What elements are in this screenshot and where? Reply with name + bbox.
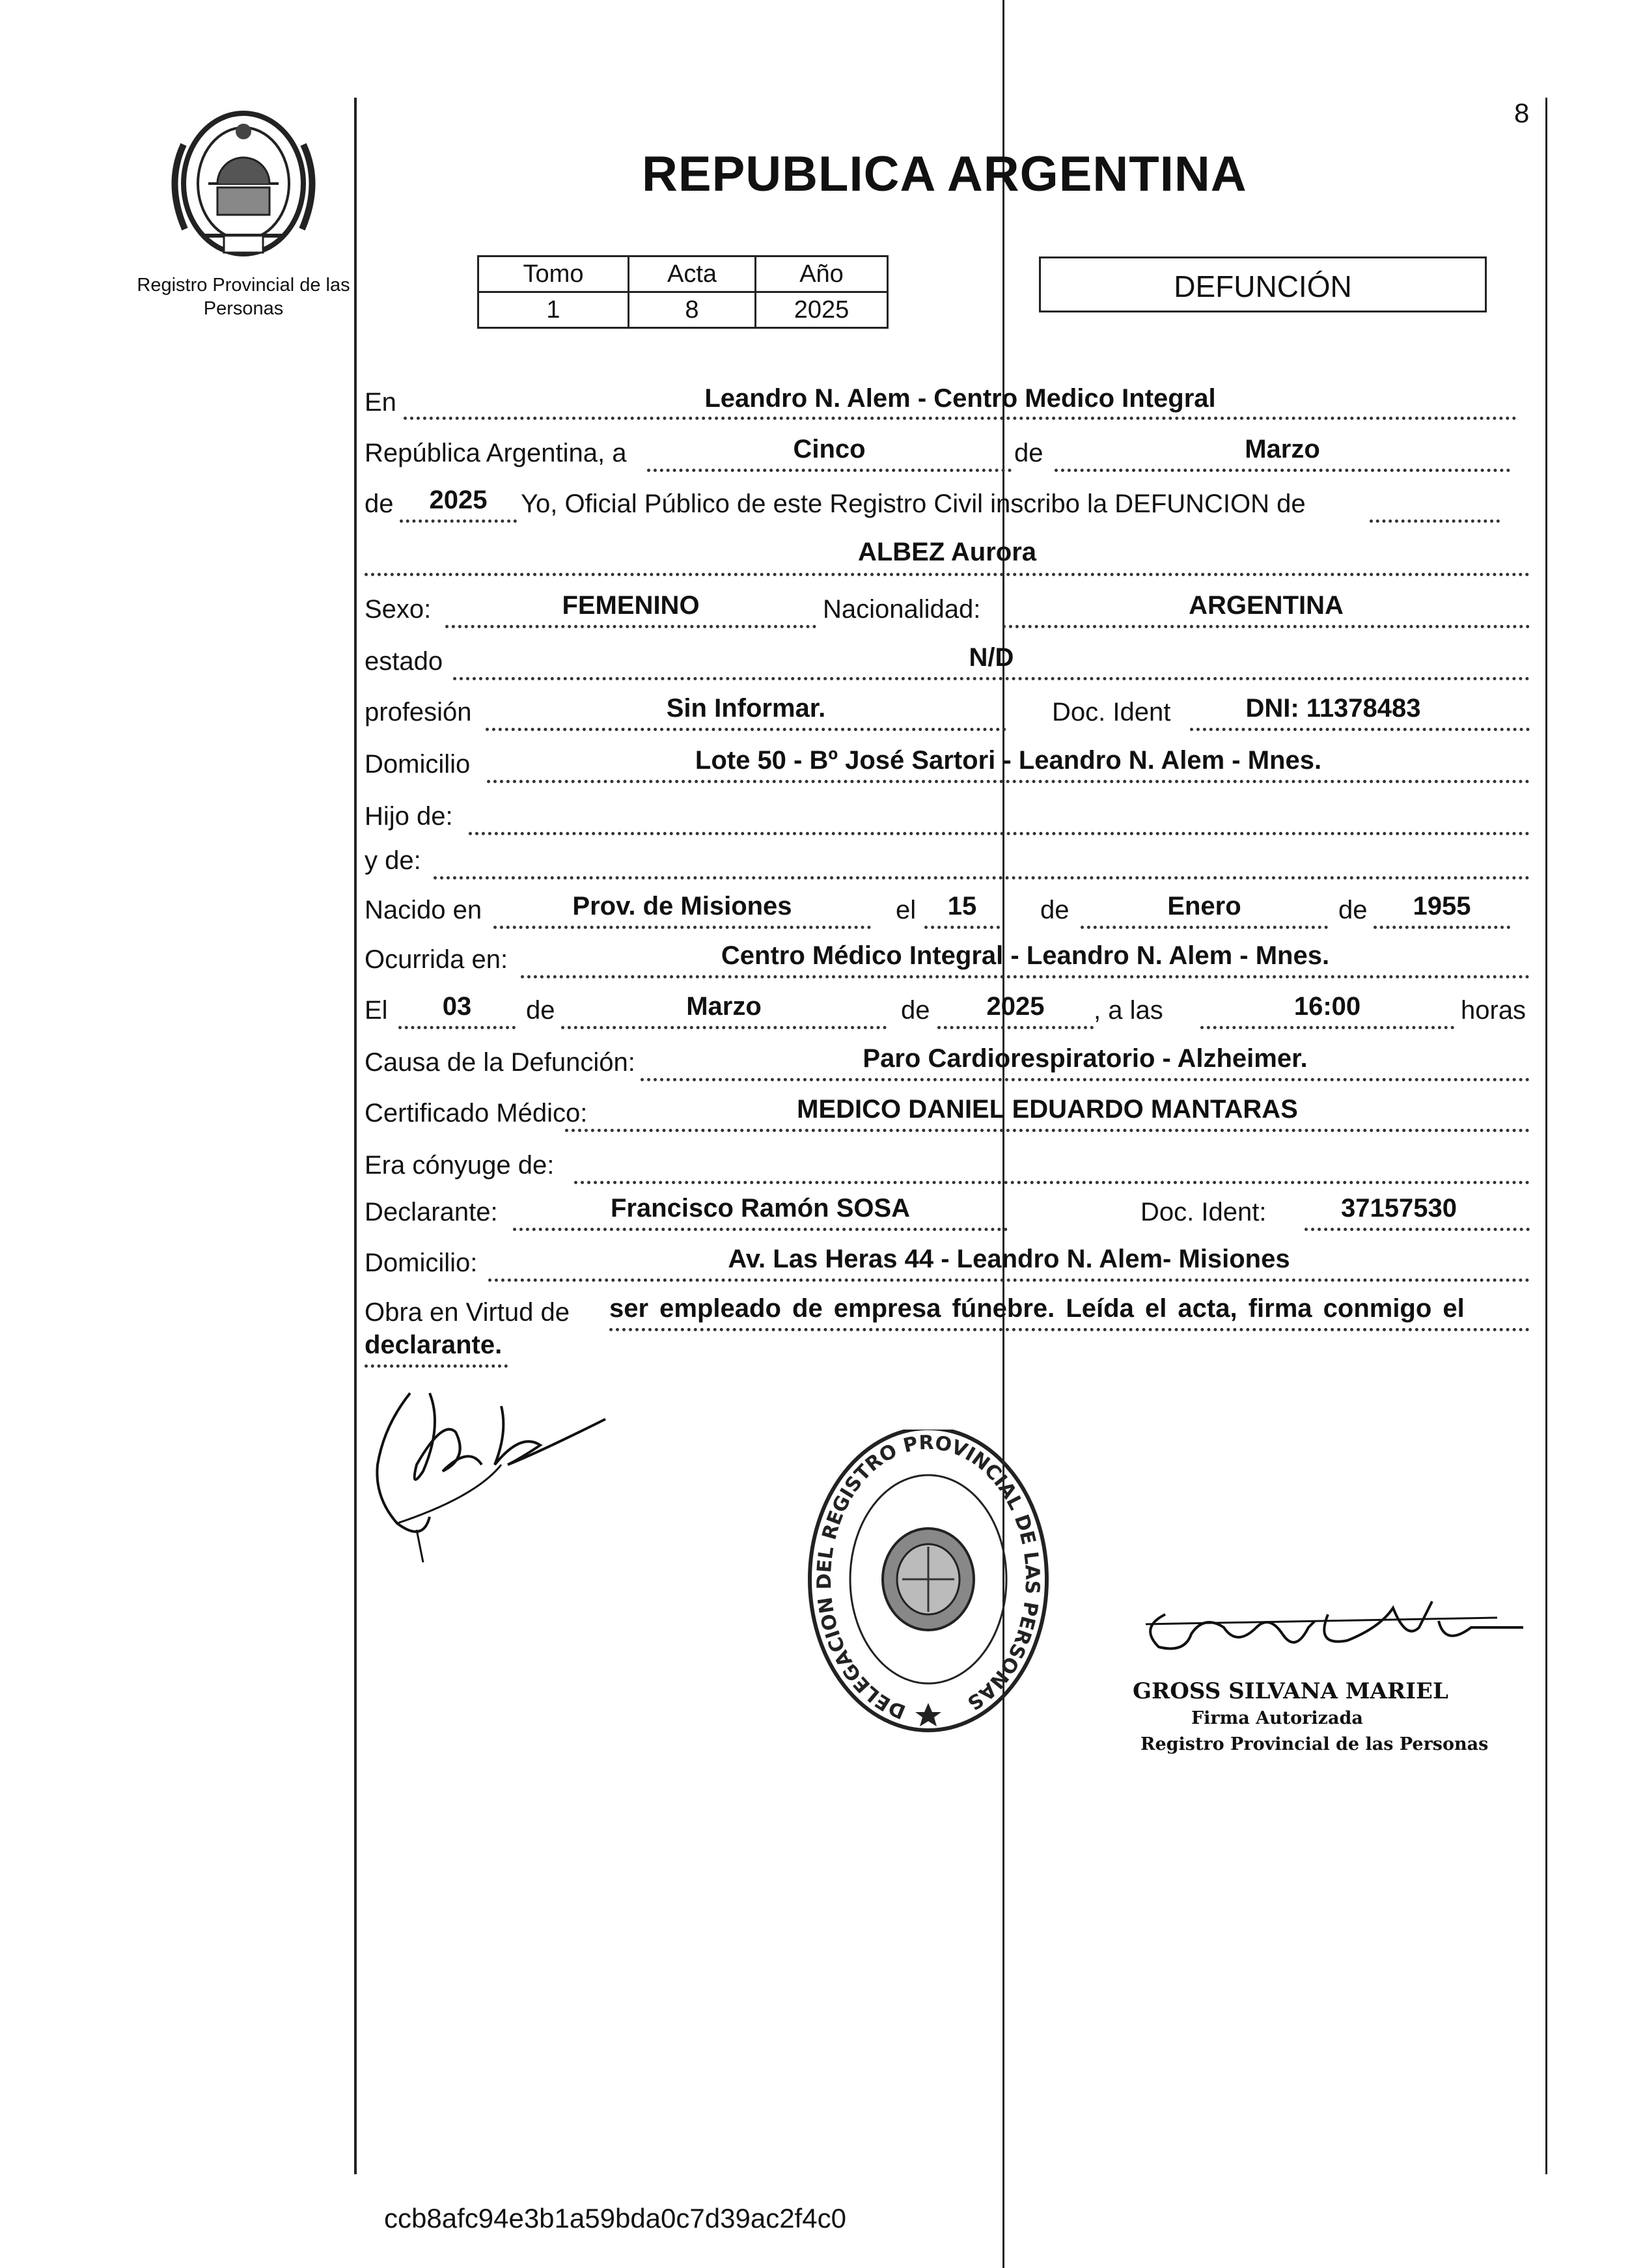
record-table [477,255,889,329]
de-death-month-label: de [526,996,555,1025]
year-dotline [400,519,517,523]
doc2-label: Doc. Ident: [1140,1198,1267,1226]
obra-label: Obra en Virtud de [365,1298,570,1327]
birth-day-value: 15 [947,892,977,920]
obra-line2-value: declarante. [365,1331,503,1359]
record-header-ano: Año [756,256,888,292]
declaration-dotline [1370,519,1500,523]
nacionalidad-label: Nacionalidad: [823,595,981,624]
ocurrida-label: Ocurrida en: [365,945,508,974]
declarante-domicilio-value: Av. Las Heras 44 - Leandro N. Alem- Misiones [728,1245,1290,1273]
authorized-name: GROSS SILVANA MARIEL [1133,1678,1448,1704]
estado-value: N/D [969,643,1014,672]
birth-month-dotline [1081,926,1328,929]
de-death-year-label: de [901,996,930,1025]
profesion-value: Sin Informar. [666,694,826,723]
death-time-value: 16:00 [1293,992,1361,1021]
year-value: 2025 [429,486,488,514]
left-margin-rule [354,98,357,2174]
deceased-dotline [365,573,1530,576]
day-dotline [647,469,1012,472]
official-seal [805,1430,1052,1742]
center-fold-rule [1002,0,1004,2268]
month-dotline [1055,469,1510,472]
republica-label: República Argentina, a [365,439,627,467]
domicilio-dotline [487,780,1530,783]
page-title: REPUBLICA ARGENTINA [642,146,1247,202]
authorized-role: Firma Autorizada [1191,1708,1363,1728]
record-value-acta: 8 [629,292,756,328]
page-number: 8 [1514,98,1530,128]
estado-dotline [453,677,1530,680]
hijo-dotline [469,832,1530,835]
certificado-label: Certificado Médico: [365,1099,588,1127]
certificado-dotline [565,1129,1530,1132]
declarante-value: Francisco Ramón SOSA [610,1194,911,1223]
el2-label: El [365,996,388,1025]
declarante-label: Declarante: [365,1198,498,1226]
birth-year-value: 1955 [1413,892,1471,920]
right-margin-rule [1545,98,1547,2174]
nacionalidad-value: ARGENTINA [1189,591,1344,620]
causa-label: Causa de la Defunción: [365,1048,635,1077]
de-year-label: de [365,490,394,518]
death-time-dotline [1200,1026,1454,1029]
record-type-box: DEFUNCIÓN [1039,256,1487,312]
conyuge-dotline [574,1181,1530,1184]
yde-dotline [434,876,1530,879]
de-birth-year-label: de [1338,896,1368,924]
nacionalidad-dotline [1002,625,1530,628]
record-header-acta: Acta [629,256,756,292]
declarante-domicilio-dotline [488,1279,1530,1282]
death-day-dotline [398,1026,516,1029]
profesion-dotline [486,728,1006,731]
sexo-dotline [445,625,816,628]
month-value: Marzo [1245,435,1320,463]
death-year-value: 2025 [986,992,1045,1021]
certificado-value: MEDICO DANIEL EDUARDO MANTARAS [797,1095,1298,1124]
obra-line1-value: ser empleado de empresa fúnebre. Leída el acta, firma conmigo el [609,1294,1465,1323]
el-label: el [896,896,917,924]
domicilio-label: Domicilio [365,750,471,779]
conyuge-label: Era cónyuge de: [365,1151,555,1180]
birth-day-dotline [924,926,1000,929]
de-birth-month-label: de [1040,896,1070,924]
alas-label: , a las [1094,996,1163,1025]
de-label: de [1014,439,1043,467]
declarante-dotline [513,1228,1008,1231]
yde-label: y de: [365,846,421,875]
ocurrida-value: Centro Médico Integral - Leandro N. Alem - Mnes. [721,941,1330,970]
causa-dotline [641,1078,1530,1081]
record-header-tomo: Tomo [478,256,629,292]
authorized-signature [1133,1588,1523,1673]
death-month-dotline [561,1026,887,1029]
misiones-coat-of-arms-logo [152,105,335,268]
birth-year-dotline [1374,926,1510,929]
estado-label: estado [365,647,443,676]
domicilio-value: Lote 50 - Bº José Sartori - Leandro N. Alem - Mnes. [695,746,1322,775]
declaration-text: Yo, Oficial Público de este Registro Civil inscribo la DEFUNCION de [521,490,1306,518]
nacido-dotline [493,926,871,929]
domicilio2-label: Domicilio: [365,1249,478,1277]
place-value: Leandro N. Alem - Centro Medico Integral [704,384,1216,413]
causa-value: Paro Cardiorespiratorio - Alzheimer. [863,1044,1308,1073]
nacido-en-value: Prov. de Misiones [572,892,792,920]
doc-dotline [1190,728,1530,731]
sexo-label: Sexo: [365,595,432,624]
horas-label: horas [1461,996,1526,1025]
profesion-label: profesión [365,698,472,726]
record-value-tomo: 1 [478,292,629,328]
ocurrida-dotline [521,975,1530,978]
birth-month-value: Enero [1167,892,1241,920]
sexo-value: FEMENINO [562,591,700,620]
doc-value: DNI: 11378483 [1245,694,1421,723]
deceased-name-value: ALBEZ Aurora [857,538,1037,566]
death-month-value: Marzo [686,992,762,1021]
record-value-ano: 2025 [756,292,888,328]
en-label: En [365,388,396,417]
place-dotline [404,417,1517,420]
document-hash: ccb8afc94e3b1a59bda0c7d39ac2f4c0 [384,2203,846,2233]
doc-label: Doc. Ident [1052,698,1171,726]
death-day-value: 03 [442,992,472,1021]
authorized-office: Registro Provincial de las Personas [1140,1734,1489,1754]
declarant-signature [371,1367,631,1562]
hijo-label: Hijo de: [365,802,453,831]
obra-dotline [609,1328,1530,1331]
declarante-doc-value: 37157530 [1341,1194,1457,1223]
nacido-label: Nacido en [365,896,482,924]
day-word-value: Cinco [793,435,866,463]
declarante-doc-dotline [1305,1228,1530,1231]
death-year-dotline [937,1026,1094,1029]
registry-name: Registro Provincial de las Personas [137,275,350,319]
seal-ring-text: DELEGACION DEL REGISTRO PROVINCIAL DE LAS PERSONAS [812,1431,1044,1723]
